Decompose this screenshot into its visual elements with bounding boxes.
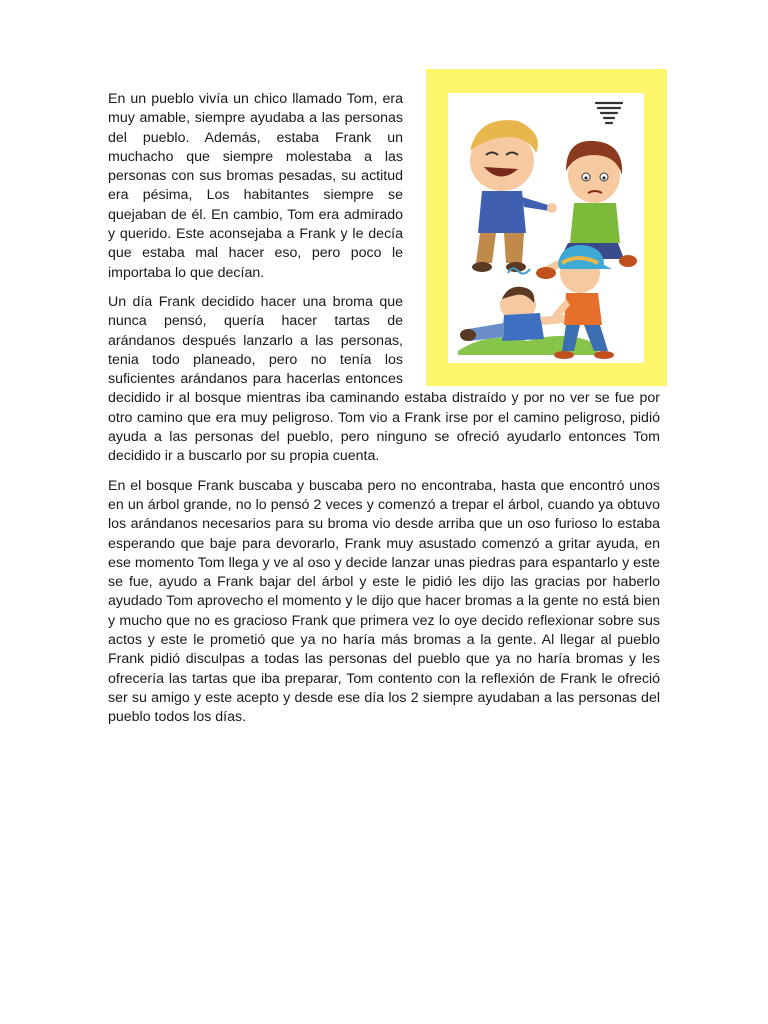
image-float-spacer [403, 90, 660, 388]
paragraph-3: En el bosque Frank buscaba y buscaba pero no encontraba, hasta que encontró unos en un árbol grande, no lo pensó 2 veces y comenzó a trepar el árbol, cuando ya obtuvo los arándanos necesarios para su broma vio desde arriba que un oso furioso lo estaba esperando que baje para devorarlo, Frank muy asustado comenzó a gritar ayuda, en ese momento Tom llega y ve al oso y decide lanzar unas piedras para espantarlo y este se fue, ayudo a Frank bajar del árbol y este le pidió les dijo las gracias por haberlo ayudado Tom aprovecho el momento y le dijo que hacer bromas a la gente no está bien y mucho que no es gracioso Frank que primera vez lo oye decido reflexionar sobre sus actos y este le prometió que ya no haría más bromas a la gente. Al llegar al pueblo Frank pidió disculpas a todas las personas del pueblo que ya no haría bromas y les ofrecería las tartas que iba preparar, Tom contento con la reflexión de Frank le ofreció ser su amigo y este acepto y desde ese día los 2 siempre ayudaban a las personas del pueblo todos los días. [108, 477, 660, 726]
paragraph-1: En un pueblo vivía un chico llamado Tom, era muy amable, siempre ayudaba a las personas del pueblo. Además, estaba Frank un muchacho que siempre molestaba a las personas con sus bromas pesadas, su actitud era pésima, Los habitantes siempre se quejaban de él. En cambio, Tom era admirado y querido. Este aconsejaba a Frank y le decía que estaba mal hacer eso, pero poco le importaba lo que decían. [108, 91, 403, 281]
story-text [108, 90, 660, 738]
paragraph-2: Un día Frank decidido hacer una broma que nunca pensó, quería hacer tartas de arándanos después lanzarlo a las personas, tenia todo planeado, pero no tenía los suficientes arándanos para hacerlas entonces decidido ir al bosque mientras iba caminando estaba distraído y por no ver se fue por otro camino que era muy peligroso. Tom vio a Frank irse por el camino peligroso, pidió ayuda a las personas del pueblo, pero ninguno se ofreció ayudarlo entonces Tom decidido ir a buscarlo por su propia cuenta. [108, 293, 660, 465]
